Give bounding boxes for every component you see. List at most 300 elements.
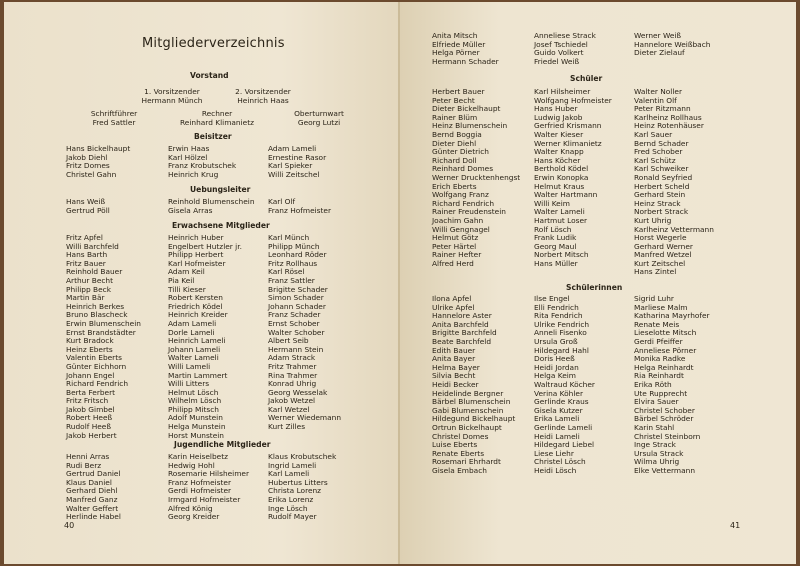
member-name: Karl Spieker: [268, 161, 313, 171]
office-title: 1. Vorsitzender: [144, 87, 200, 96]
name-column: [432, 88, 534, 277]
name-column: [66, 198, 168, 215]
member-name: Brigitte Barchfeld: [432, 328, 497, 338]
member-name: Elvira Sauer: [634, 397, 679, 407]
member-name: Walter Kieser: [534, 129, 584, 139]
member-name: Leonhard Röder: [268, 250, 327, 260]
member-name: Erika Lameli: [534, 414, 580, 424]
member-name: Hermann Schader: [432, 56, 499, 66]
member-name: Renate Meis: [634, 319, 680, 329]
name-column: [66, 145, 168, 179]
member-name: Hans Bickelhaupt: [66, 144, 131, 153]
member-name: Fritz Fritsch: [66, 396, 109, 406]
member-name: Dieter Bickelhaupt: [432, 104, 501, 114]
office-holder: Heinrich Haas: [237, 95, 289, 105]
member-name: Jakob Gimbel: [66, 404, 115, 414]
member-name: Bernd Schader: [634, 138, 689, 148]
member-name: Norbert Mitsch: [534, 250, 589, 260]
erwachsene-list: [66, 234, 364, 440]
member-name: Karlheinz Vettermann: [634, 224, 714, 234]
member-name: Ria Reinhardt: [634, 371, 684, 381]
member-name: Richard Doll: [432, 155, 477, 165]
heading-schuelerinnen: Schülerinnen: [566, 283, 623, 292]
office-title: Rechner: [201, 109, 233, 118]
first-chair: [134, 88, 210, 105]
member-name: Rosemarie Hilsheimer: [168, 469, 250, 479]
member-name: Liese Liehr: [534, 448, 574, 458]
member-name: Friedrich Ködel: [168, 301, 223, 311]
member-name: Ernst Schober: [268, 318, 320, 328]
member-name: Helmut Kraus: [534, 181, 585, 191]
member-name: Robert Heeß: [66, 413, 113, 423]
member-name: Albert Seib: [268, 336, 309, 346]
member-name: Gertrud Pöll: [66, 205, 110, 215]
member-name: Josef Tschiedel: [534, 39, 588, 49]
member-name: Valentin Olf: [634, 95, 677, 105]
member-name: Robert Kersten: [168, 293, 223, 303]
member-name: Karl Schütz: [634, 155, 676, 165]
member-name: Fritz Trahmer: [268, 361, 317, 371]
member-name: Elli Fendrich: [534, 302, 579, 312]
member-name: Willi Lameli: [168, 361, 211, 371]
member-name: Rudi Berz: [66, 460, 102, 470]
office-title: 2. Vorsitzender: [235, 87, 291, 96]
member-name: Herlinde Habel: [66, 512, 121, 522]
member-name: Franz Krobutschek: [168, 161, 237, 171]
member-name: Helmut Götz: [432, 233, 479, 243]
member-name: Hubertus Litters: [268, 477, 328, 487]
member-name: Guido Volkert: [534, 48, 584, 58]
member-name: Rosemari Ehrhardt: [432, 457, 501, 467]
member-name: Berta Ferbert: [66, 387, 116, 397]
member-name: Anneli Fisenko: [534, 328, 587, 338]
member-name: Inge Strack: [634, 440, 676, 450]
schueler-list: [432, 88, 730, 277]
member-name: Karin Heiselbetz: [168, 452, 228, 461]
booklet-spread: [4, 2, 796, 564]
member-name: Reinhold Bauer: [66, 267, 123, 277]
office-holder: Reinhard Klimanietz: [180, 117, 254, 127]
heading-jugendliche: Jugendliche Mitglieder: [174, 440, 271, 449]
member-name: Karl Hilsheimer: [534, 87, 591, 96]
page-number: 40: [64, 521, 75, 530]
member-name: Erwin Blumenschein: [66, 318, 141, 328]
member-name: Franz Schader: [268, 310, 321, 320]
member-name: Adolf Munstein: [168, 413, 223, 423]
treasurer: [172, 110, 262, 127]
office-holder: Georg Lutzi: [297, 117, 341, 127]
member-name: Ulrike Fendrich: [534, 319, 590, 329]
member-name: Ulrike Apfel: [432, 302, 475, 312]
member-name: Frank Ludik: [534, 233, 577, 243]
member-name: Heinrich Berkes: [66, 301, 125, 311]
jugendliche-list-continued: [432, 32, 730, 66]
member-name: Heinrich Krug: [168, 169, 219, 179]
member-name: Karl Hofmeister: [168, 258, 226, 268]
member-name: Hildegard Hahl: [534, 345, 589, 355]
member-name: Gerhard Werner: [634, 241, 693, 251]
member-name: Wolfgang Hofmeister: [534, 95, 612, 105]
member-name: Ursula Groß: [534, 336, 578, 346]
member-name: Adam Lameli: [268, 144, 317, 153]
member-name: Jakob Herbert: [66, 430, 117, 440]
member-name: Valentin Eberts: [66, 353, 122, 363]
name-column: [534, 88, 634, 277]
member-name: Franz Sattler: [268, 275, 315, 285]
member-name: Wilma Uhrig: [634, 457, 680, 467]
member-name: Erwin Haas: [168, 144, 210, 153]
member-name: Hermann Stein: [268, 344, 324, 354]
member-name: Ilse Engel: [534, 294, 570, 303]
left-page: [4, 2, 400, 564]
member-name: Karl Schweiker: [634, 164, 689, 174]
member-name: Anita Barchfeld: [432, 319, 489, 329]
member-name: Heinrich Huber: [168, 233, 224, 242]
member-name: Hartmut Loser: [534, 215, 588, 225]
name-column: [634, 295, 730, 475]
member-name: Ilona Apfel: [432, 294, 472, 303]
member-name: Karl Lameli: [268, 469, 310, 479]
member-name: Philipp Herbert: [168, 250, 224, 260]
member-name: Willi Keim: [534, 198, 570, 208]
member-name: Fred Schober: [634, 147, 683, 157]
office-holder: Hermann Münch: [141, 95, 203, 105]
member-name: Karin Stahl: [634, 422, 675, 432]
name-column: [168, 145, 268, 179]
member-name: Walter Geffert: [66, 503, 119, 513]
member-name: Dieter Diehl: [432, 138, 477, 148]
member-name: Wilhelm Lösch: [168, 396, 222, 406]
member-name: Kurt Zeitschel: [634, 258, 686, 268]
member-name: Norbert Strack: [634, 207, 689, 217]
member-name: Philipp Mitsch: [168, 404, 219, 414]
member-name: Helga Pörner: [432, 48, 480, 58]
member-name: Franz Hofmeister: [268, 205, 332, 215]
schuelerinnen-list: [432, 295, 730, 475]
member-name: Reinhard Domes: [432, 164, 494, 174]
beisitzer-list: [66, 145, 364, 179]
member-name: Simon Schader: [268, 293, 324, 303]
member-name: Jakob Wetzel: [268, 396, 316, 406]
member-name: Karl Münch: [268, 233, 310, 242]
member-name: Christel Domes: [432, 431, 489, 441]
member-name: Gabi Blumenschein: [432, 405, 504, 415]
member-name: Karl Rösel: [268, 267, 305, 277]
member-name: Gerlinde Kraus: [534, 397, 589, 407]
member-name: Ernestine Rasor: [268, 152, 327, 162]
member-name: Erwin Konopka: [534, 172, 589, 182]
member-name: Werner Drucktenhengst: [432, 172, 521, 182]
jugendliche-list: [66, 453, 364, 522]
member-name: Fritz Domes: [66, 161, 110, 171]
member-name: Helga Reinhardt: [634, 362, 694, 372]
member-name: Ernst Brandstädter: [66, 327, 136, 337]
member-name: Verina Köhler: [534, 388, 584, 398]
member-name: Heidelinde Bergner: [432, 388, 504, 398]
page-number: 41: [730, 521, 741, 530]
name-column: [432, 32, 534, 66]
member-name: Helga Munstein: [168, 422, 226, 432]
page-title: Mitgliederverzeichnis: [142, 36, 285, 51]
heading-uebungsleiter: Uebungsleiter: [190, 185, 251, 194]
member-name: Gerdi Pfeiffer: [634, 336, 683, 346]
member-name: Hildegund Bickelhaupt: [432, 414, 516, 424]
member-name: Rudolf Mayer: [268, 512, 317, 522]
member-name: Rita Fendrich: [534, 311, 583, 321]
member-name: Bruno Blascheck: [66, 310, 128, 320]
member-name: Werner Klimanietz: [534, 138, 602, 148]
member-name: Ingrid Lameli: [268, 460, 317, 470]
member-name: Johann Schader: [268, 301, 326, 311]
member-name: Manfred Wetzel: [634, 250, 692, 260]
member-name: Heidi Becker: [432, 379, 479, 389]
member-name: Walter Hartmann: [534, 190, 598, 200]
member-name: Alfred Herd: [432, 258, 474, 268]
member-name: Christel Lösch: [534, 457, 586, 467]
member-name: Wolfgang Franz: [432, 190, 489, 200]
member-name: Konrad Uhrig: [268, 379, 317, 389]
member-name: Karl Wetzel: [268, 404, 310, 414]
member-name: Walter Knapp: [534, 147, 584, 157]
member-name: Peter Härtel: [432, 241, 477, 251]
member-name: Herbert Bauer: [432, 87, 485, 96]
member-name: Hans Müller: [534, 258, 578, 268]
member-name: Heinz Blumenschein: [432, 121, 508, 131]
right-page: [400, 2, 796, 564]
member-name: Walter Noller: [634, 87, 682, 96]
office-title: Schriftführer: [90, 109, 138, 118]
member-name: Silvia Becht: [432, 371, 476, 381]
member-name: Rainer Blüm: [432, 112, 478, 122]
uebungsleiter-list: [66, 198, 364, 215]
member-name: Berthold Ködel: [534, 164, 589, 174]
member-name: Heinrich Kreider: [168, 310, 228, 320]
member-name: Bärbel Schröder: [634, 414, 694, 424]
office-title: Oberturnwart: [294, 109, 344, 118]
member-name: Georg Kreider: [168, 512, 220, 522]
member-name: Walter Lameli: [534, 207, 585, 217]
member-name: Helga Keim: [534, 371, 577, 381]
name-column: [66, 234, 168, 440]
member-name: Helmut Lösch: [168, 387, 219, 397]
member-name: Gertrud Daniel: [66, 469, 121, 479]
member-name: Ortrun Bickelhaupt: [432, 422, 502, 432]
member-name: Brigitte Schader: [268, 284, 328, 294]
member-name: Elfriede Müller: [432, 39, 486, 49]
member-name: Horst Wegerle: [634, 233, 687, 243]
member-name: Heidi Lösch: [534, 465, 577, 475]
member-name: Hannelore Aster: [432, 311, 492, 321]
member-name: Adam Strack: [268, 353, 316, 363]
member-name: Dieter Zielauf: [634, 48, 685, 58]
member-name: Gerdi Hofmeister: [168, 486, 232, 496]
member-name: Hildegard Liebel: [534, 440, 595, 450]
member-name: Hannelore Weißbach: [634, 39, 711, 49]
member-name: Hans Weiß: [66, 197, 106, 206]
member-name: Anita Mitsch: [432, 31, 478, 40]
member-name: Philipp Münch: [268, 241, 320, 251]
name-column: [268, 145, 364, 179]
name-column: [168, 453, 268, 522]
member-name: Inge Lösch: [268, 503, 308, 513]
member-name: Gisela Arras: [168, 205, 213, 215]
member-name: Kurt Zilles: [268, 422, 306, 432]
heading-vorstand: Vorstand: [190, 71, 229, 80]
member-name: Ute Rupprecht: [634, 388, 688, 398]
member-name: Hans Zintel: [634, 267, 677, 277]
member-name: Adam Keil: [168, 267, 205, 277]
member-name: Martin Lammert: [168, 370, 228, 380]
member-name: Kurt Uhrig: [634, 215, 672, 225]
member-name: Monika Radke: [634, 354, 686, 364]
member-name: Fritz Bauer: [66, 258, 106, 268]
name-column: [534, 32, 634, 66]
office-holder: Fred Sattler: [92, 117, 136, 127]
member-name: Henni Arras: [66, 452, 110, 461]
second-chair: [226, 88, 300, 105]
member-name: Marliese Malm: [634, 302, 688, 312]
name-column: [268, 234, 364, 440]
name-column: [268, 453, 364, 522]
member-name: Joachim Gahn: [432, 215, 484, 225]
member-name: Horst Munstein: [168, 430, 224, 440]
member-name: Günter Dietrich: [432, 147, 489, 157]
name-column: [66, 453, 168, 522]
name-column: [432, 295, 534, 475]
member-name: Arthur Becht: [66, 275, 114, 285]
member-name: Klaus Daniel: [66, 477, 112, 487]
member-name: Bärbel Blumenschein: [432, 397, 511, 407]
member-name: Willi Barchfeld: [66, 241, 119, 251]
member-name: Heinz Strack: [634, 198, 681, 208]
member-name: Karl Sauer: [634, 129, 673, 139]
head-gymnast: [286, 110, 352, 127]
member-name: Johann Lameli: [168, 344, 221, 354]
member-name: Werner Wiedemann: [268, 413, 342, 423]
member-name: Werner Weiß: [634, 31, 682, 40]
member-name: Martin Bär: [66, 293, 105, 303]
member-name: Renate Eberts: [432, 448, 485, 458]
name-column: [168, 198, 268, 215]
member-name: Ronald Seyfried: [634, 172, 693, 182]
member-name: Bernd Boggia: [432, 129, 482, 139]
member-name: Pia Keil: [168, 275, 195, 285]
member-name: Georg Maul: [534, 241, 577, 251]
member-name: Reinhold Blumenschein: [168, 197, 255, 206]
member-name: Günter Eichhorn: [66, 361, 127, 371]
member-name: Rudolf Heeß: [66, 422, 112, 432]
member-name: Rainer Freudenstein: [432, 207, 506, 217]
member-name: Rolf Lösch: [534, 224, 572, 234]
member-name: Jakob Diehl: [66, 152, 108, 162]
member-name: Gisela Kutzer: [534, 405, 583, 415]
member-name: Luise Eberts: [432, 440, 478, 450]
name-column: [268, 198, 364, 215]
member-name: Willi Litters: [168, 379, 210, 389]
member-name: Karl Olf: [268, 197, 296, 206]
name-column: [634, 88, 730, 277]
member-name: Klaus Krobutschek: [268, 452, 337, 461]
member-name: Christel Gahn: [66, 169, 117, 179]
member-name: Johann Engel: [66, 370, 115, 380]
member-name: Sigrid Luhr: [634, 294, 674, 303]
member-name: Gerhard Diehl: [66, 486, 118, 496]
member-name: Ludwig Jakob: [534, 112, 583, 122]
member-name: Hans Köcher: [534, 155, 581, 165]
member-name: Katharina Mayrhofer: [634, 311, 710, 321]
member-name: Anneliese Strack: [534, 31, 596, 40]
member-name: Heidi Lameli: [534, 431, 580, 441]
member-name: Gerlinde Lameli: [534, 422, 593, 432]
member-name: Gerfried Krismann: [534, 121, 602, 131]
member-name: Tilli Kieser: [168, 284, 206, 294]
member-name: Anneliese Pörner: [634, 345, 697, 355]
heading-erwachsene: Erwachsene Mitglieder: [172, 221, 270, 230]
member-name: Irmgard Hofmeister: [168, 494, 241, 504]
member-name: Anita Bayer: [432, 354, 476, 364]
member-name: Hans Huber: [534, 104, 578, 114]
member-name: Dorle Lameli: [168, 327, 215, 337]
member-name: Heinz Rotenhäuser: [634, 121, 704, 131]
member-name: Erika Lorenz: [268, 494, 314, 504]
member-name: Fritz Apfel: [66, 233, 103, 242]
member-name: Karlheinz Rollhaus: [634, 112, 702, 122]
member-name: Heinrich Lameli: [168, 336, 226, 346]
member-name: Helma Bayer: [432, 362, 480, 372]
heading-schueler: Schüler: [570, 74, 603, 83]
member-name: Ursula Strack: [634, 448, 684, 458]
member-name: Kurt Bradock: [66, 336, 114, 346]
member-name: Heidi Jordan: [534, 362, 579, 372]
member-name: Erika Röth: [634, 379, 672, 389]
member-name: Walter Schober: [268, 327, 325, 337]
member-name: Georg Wesselak: [268, 387, 328, 397]
member-name: Christa Lorenz: [268, 486, 322, 496]
member-name: Gerhard Stein: [634, 190, 686, 200]
member-name: Edith Bauer: [432, 345, 476, 355]
member-name: Manfred Ganz: [66, 494, 118, 504]
member-name: Christel Schober: [634, 405, 695, 415]
member-name: Hedwig Hohl: [168, 460, 215, 470]
member-name: Engelbert Hutzler jr.: [168, 241, 242, 251]
member-name: Herbert Scheld: [634, 181, 690, 191]
member-name: Richard Fendrich: [66, 379, 129, 389]
member-name: Waltraud Köcher: [534, 379, 595, 389]
member-name: Lieselotte Mitsch: [634, 328, 697, 338]
member-name: Friedel Weiß: [534, 56, 580, 66]
member-name: Philipp Beck: [66, 284, 111, 294]
member-name: Erich Eberts: [432, 181, 477, 191]
member-name: Adam Lameli: [168, 318, 217, 328]
name-column: [534, 295, 634, 475]
member-name: Christel Steinborn: [634, 431, 701, 441]
member-name: Rainer Hefter: [432, 250, 482, 260]
member-name: Peter Becht: [432, 95, 475, 105]
member-name: Walter Lameli: [168, 353, 219, 363]
member-name: Alfred König: [168, 503, 213, 513]
secretary: [80, 110, 148, 127]
member-name: Karl Hölzel: [168, 152, 208, 162]
member-name: Gisela Embach: [432, 465, 487, 475]
name-column: [168, 234, 268, 440]
member-name: Richard Fendrich: [432, 198, 495, 208]
member-name: Hans Barth: [66, 250, 108, 260]
member-name: Franz Hofmeister: [168, 477, 232, 487]
member-name: Beate Barchfeld: [432, 336, 492, 346]
member-name: Elke Vettermann: [634, 465, 696, 475]
member-name: Heinz Eberts: [66, 344, 113, 354]
name-column: [634, 32, 730, 66]
